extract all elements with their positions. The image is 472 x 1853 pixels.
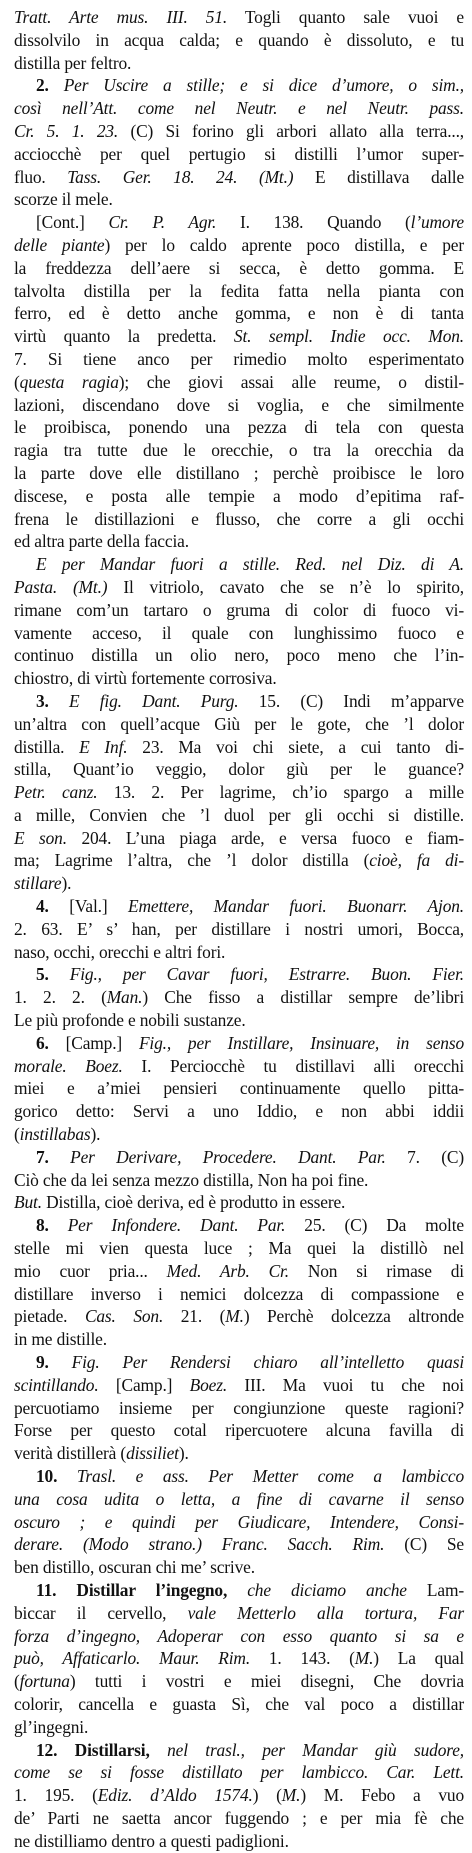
text-run: oscuro ; e quindi per Giudicare, Intendere, Consi- (14, 1511, 464, 1532)
text-line (14, 302, 464, 325)
text-line (14, 1328, 464, 1351)
text-run: stelle mi vien questa luce ; Ma quei la distillò nel (14, 1238, 464, 1259)
text-run: a mille, Convien che ’l duol per gli occhi si distille. (14, 804, 464, 825)
text-run: morale. Boez. (14, 1055, 123, 1076)
text-line (14, 120, 464, 143)
text-line (14, 986, 464, 1009)
text-run: virtù quanto la predetta. (14, 326, 234, 347)
text-line (14, 690, 464, 713)
text-line (14, 644, 464, 667)
text-line (14, 1260, 464, 1283)
text-run: naso, occhi, orecchi e altri fori. (14, 941, 226, 962)
text-run: St. sempl. Indie occ. Mon. (233, 326, 464, 347)
text-line (14, 1807, 464, 1830)
text-run: [Camp.] (98, 1374, 190, 1395)
text-line (14, 1442, 464, 1465)
text-line (14, 827, 464, 850)
text-run: ) per lo caldo aprente poco distilla, e per (104, 234, 465, 255)
text-line (14, 1283, 464, 1306)
text-run: distilla per feltro. (14, 52, 132, 73)
text-run: può, Affaticarlo. Maur. Rim. (14, 1648, 251, 1669)
text-run: Med. Arb. Cr. (166, 1260, 289, 1281)
text-run: fluo. (14, 166, 68, 187)
text-run: un’altra con quell’acque Giù per le gote, che ’l dolor (14, 713, 464, 734)
text-line (14, 166, 464, 189)
text-line (14, 1305, 464, 1328)
text-line (14, 1009, 464, 1032)
text-run: Cas. Son. (84, 1306, 164, 1327)
text-run: ) ( (252, 1785, 282, 1806)
text-line (14, 462, 464, 485)
text-line (14, 1077, 464, 1100)
text-run: Cr. 5. 1. 23. (14, 120, 119, 141)
text-run: ). (178, 1443, 189, 1464)
text-line (14, 1237, 464, 1260)
text-run: cioè, fa di- (369, 850, 464, 871)
text-run: frena le distillazioni e flusso, che corre a gli occhi (14, 508, 464, 529)
text-run: E distillava dalle (293, 166, 465, 187)
text-run: dissiliet (126, 1443, 179, 1464)
text-line (14, 280, 464, 303)
text-line (14, 97, 464, 120)
text-run: stillare (14, 873, 62, 894)
text-run: ed altra parte della faccia. (14, 531, 189, 552)
text-run: Non si rimase di (288, 1260, 464, 1281)
text-line (14, 1055, 464, 1078)
text-line (14, 325, 464, 348)
text-run: scorze il mele. (14, 189, 113, 210)
text-run: Per Infondere. Dant. Par. (67, 1215, 286, 1236)
text-run: Trasl. e ass. Per Metter come a lambicco (76, 1466, 464, 1486)
text-line (14, 849, 464, 872)
text-run: nel trasl., per Mandar giù sudore, (167, 1739, 464, 1760)
text-run: Tass. Ger. 18. 24. (Mt.) (67, 166, 294, 187)
text-line (14, 918, 464, 941)
text-line (14, 1511, 464, 1534)
text-run: Fig., per Instillare, Insinuare, in senso (138, 1032, 464, 1053)
text-run: Emettere, Mandar fuori. Buonarr. Ajon. (128, 896, 464, 917)
text-line (14, 553, 464, 576)
text-line (14, 781, 464, 804)
text-run: 23. Ma voi chi siete, a cui tanto di- (127, 736, 464, 757)
text-run: Man. (106, 987, 143, 1008)
text-line (14, 1830, 464, 1853)
text-line (14, 963, 464, 986)
text-run: pietade. (14, 1306, 85, 1327)
text-run: Per Derivare, Procedere. Dant. Par. (70, 1146, 386, 1167)
text-line (14, 1647, 464, 1670)
text-line (14, 1146, 464, 1169)
text-run: ben distillo, oscuran chi me’ scrive. (14, 1557, 255, 1578)
text-line (14, 348, 464, 371)
text-run: distilla. (14, 736, 80, 757)
text-run: rimane com’un tartaro o gruma di color di fuoco vi- (14, 599, 464, 620)
text-line (14, 599, 464, 622)
text-run: 21. ( (163, 1306, 226, 1327)
text-run: (C) Se (384, 1534, 464, 1555)
text-line (14, 1169, 464, 1192)
text-run: 10. (36, 1466, 77, 1486)
text-run: stilla, Quant’io veggio, dolor giù per le guance? (14, 759, 464, 780)
text-run: ) M. Febo a vuo (300, 1785, 464, 1806)
text-run: E fig. Dant. Purg. (69, 690, 239, 711)
text-run: [Cont.] (36, 212, 109, 233)
text-run: acciocchè per quel pertugio si distilli l’umor super- (14, 143, 464, 164)
text-run: 3. (36, 690, 70, 711)
text-run: Tratt. Arte mus. III. 51. (14, 7, 228, 27)
text-run: Ciò che da lei senza mezzo distilla, Non ha poi fine. (14, 1169, 369, 1190)
text-run: 7. Si tiene anco per rimedio molto esperimentato (14, 348, 464, 369)
text-line (14, 1488, 464, 1511)
text-line (14, 758, 464, 781)
text-run: ). (61, 873, 72, 894)
text-run: la freddezza dell’aere si secca, è detto gomma. E (14, 257, 464, 278)
text-run: fortuna (19, 1671, 70, 1692)
text-run: E Inf. (79, 736, 128, 757)
text-run: Forse per questo cotal ripercuotere alcuna favilla di (14, 1420, 464, 1441)
text-run: dissolvilo in acqua calda; e quando è dissoluto, e tu (14, 29, 464, 50)
text-run: Lam- (406, 1579, 464, 1600)
text-run: 1. 195. ( (14, 1785, 98, 1806)
text-run: ) Perchè dolcezza altronde (243, 1306, 465, 1327)
text-run: la parte dove elle distillano ; perchè proibisce le loro (14, 462, 464, 483)
text-run: Il vitriolo, cavato che se n’è lo spirito, (107, 576, 464, 597)
text-run: I. 138. Quando ( (216, 212, 411, 233)
text-run: 11. Distillar l’ingegno, (36, 1579, 248, 1600)
text-line (14, 6, 464, 29)
text-run: Fig., per Cavar fuori, Estrarre. Buon. Fier. (69, 964, 464, 985)
text-run: come se si fosse distillato per lambicco. Car. Lett. (14, 1762, 464, 1783)
text-run: III. Ma vuoi tu che noi (227, 1374, 464, 1395)
text-line (14, 667, 464, 690)
text-line (14, 485, 464, 508)
text-run: ( (14, 1671, 20, 1692)
text-line (14, 1579, 464, 1602)
text-line (14, 1100, 464, 1123)
text-run: 1. 2. 2. ( (14, 987, 107, 1008)
text-run: che diciamo anche (247, 1579, 407, 1600)
text-run: vamente acceso, il quale con lunghissimo fuoco e (14, 622, 464, 643)
text-run: ) tutti i vostri e miei disegni, Che dovria (69, 1671, 464, 1692)
text-line (14, 1032, 464, 1055)
text-run: ma; Lagrime l’altra, che ’l dolor distilla ( (14, 850, 370, 871)
text-run: [Camp.] (65, 1032, 139, 1053)
text-run: ( (14, 371, 20, 392)
text-run: percuotiamo insieme per congiunzione queste ragioni? (14, 1397, 464, 1418)
text-run: 6. (36, 1032, 66, 1053)
text-line (14, 1693, 464, 1716)
text-line (14, 508, 464, 531)
text-line (14, 530, 464, 553)
text-run: miei e a’miei pensieri continuamente quello pitta- (14, 1078, 464, 1099)
text-run: 5. (36, 964, 70, 985)
text-run: le proibisca, ponendo una pezza di tela con questa (14, 417, 464, 438)
text-run: questa ragia (19, 371, 119, 392)
text-line (14, 1556, 464, 1579)
text-run: 9. (36, 1352, 72, 1373)
text-run: Fig. Per Rendersi chiaro all’intelletto quasi (71, 1352, 464, 1373)
text-run: ferro, ed è detto anche gomma, e non è di tanta (14, 303, 464, 324)
text-run: 7. (36, 1146, 71, 1167)
text-run: Ediz. d’Aldo 1574. (97, 1785, 253, 1806)
text-run: Pasta. (Mt.) (14, 576, 108, 597)
text-line (14, 1625, 464, 1648)
text-run: così nell’Att. come nel Neutr. e nel Neutr. pass. (14, 98, 464, 119)
text-run: 7. (C) (385, 1146, 464, 1167)
text-line (14, 371, 464, 394)
text-run: in me distille. (14, 1329, 107, 1350)
text-line (14, 872, 464, 895)
text-run: Per Uscire a stille; e si dice d’umore, o sim., (63, 75, 464, 96)
text-line (14, 211, 464, 234)
text-line (14, 257, 464, 280)
text-line (14, 895, 464, 918)
text-line (14, 439, 464, 462)
text-line (14, 713, 464, 736)
text-run: una cosa udita o letta, a fine di cavarne il senso (14, 1488, 464, 1509)
text-run: Le più profonde e nobili sustanze. (14, 1010, 246, 1031)
text-run: instillabas (19, 1124, 91, 1145)
text-line (14, 416, 464, 439)
text-line (14, 394, 464, 417)
text-run: I. Perciocchè tu distillavi alli orecchi (122, 1055, 464, 1076)
text-line (14, 1214, 464, 1237)
text-line (14, 622, 464, 645)
text-run: ) Che fisso a distillar sempre de’libri (142, 987, 464, 1008)
text-run: 4. (36, 896, 70, 917)
text-run: M. (354, 1648, 374, 1669)
text-line (14, 74, 464, 97)
text-run: ). (90, 1124, 101, 1145)
text-run: de’ Parti ne saetta ancor fuggendo ; e per mia fè che (14, 1807, 464, 1828)
text-run: biccar il cervello, (14, 1602, 188, 1623)
text-run: ( (14, 1124, 20, 1145)
text-run: 12. Distillarsi, (36, 1739, 168, 1760)
text-line (14, 1739, 464, 1762)
text-run: Cr. P. Agr. (108, 212, 217, 233)
text-run: 1. 143. ( (250, 1648, 355, 1669)
text-run: 8. (36, 1215, 68, 1236)
text-line (14, 1191, 464, 1214)
text-run: 25. (C) Da molte (285, 1215, 464, 1236)
text-line (14, 576, 464, 599)
text-run: ) La qual (373, 1648, 464, 1669)
text-run: distillare inverso i nemici dolcezza di compassione e (14, 1283, 464, 1304)
text-run: delle piante (14, 234, 105, 255)
text-line (14, 1419, 464, 1442)
text-run: 15. (C) Indi m’apparve (238, 690, 464, 711)
text-run: mio cuor pria... (14, 1260, 167, 1281)
text-run: ragia tra tutte due le orecchie, o tra la orecchia da (14, 440, 464, 461)
text-line (14, 143, 464, 166)
text-run: forza d’ingegno, Adoperar con esso quanto si sa e (14, 1625, 464, 1646)
text-line (14, 941, 464, 964)
text-run: E son. (14, 827, 67, 848)
text-line (14, 1784, 464, 1807)
text-line (14, 804, 464, 827)
text-run: ne distilliamo dentro a questi padiglioni. (14, 1830, 289, 1851)
text-line (14, 1374, 464, 1397)
text-run: vale Metterlo alla tortura, Far (187, 1602, 464, 1623)
text-run: Boez. (189, 1374, 228, 1395)
text-line (14, 1465, 464, 1488)
text-line (14, 736, 464, 759)
text-line (14, 1123, 464, 1146)
text-line (14, 29, 464, 52)
text-run: 2. (36, 75, 64, 96)
text-run: 2. 63. E’ s’ han, per distillare i nostri umori, Bocca, (14, 918, 464, 939)
text-line (14, 1397, 464, 1420)
text-line (14, 1716, 464, 1739)
text-run: [Val.] (69, 896, 129, 917)
text-run: scintillando. (14, 1374, 99, 1395)
text-run: lazioni, discendano dove si voglia, e che similmente (14, 394, 464, 415)
text-run: 13. 2. Per lagrime, ch’io spargo a mille (97, 782, 464, 803)
text-run: 204. L’una piaga arde, e versa fuoco e fiam- (66, 827, 465, 848)
text-line (14, 1351, 464, 1374)
text-run: M. (281, 1785, 301, 1806)
text-line (14, 234, 464, 257)
text-run: Petr. canz. (14, 782, 98, 803)
text-run: But. (14, 1192, 42, 1213)
text-line (14, 1761, 464, 1784)
text-run: talvolta distilla per la fedita fatta nella pianta con (14, 280, 464, 301)
text-run: colorir, cancella e guasta Sì, che val poco a distillar (14, 1693, 464, 1714)
text-run: discese, e posta alle tempie a modo d’epitima raf- (14, 485, 464, 506)
text-run: derare. (Modo strano.) Franc. Sacch. Rim. (14, 1534, 385, 1555)
text-line (14, 52, 464, 75)
text-run: verità distillerà ( (14, 1443, 127, 1464)
text-run: (C) Si forino gli arbori allato alla terra..., (118, 120, 464, 141)
text-run: chiostro, di virtù fortemente corrosiva. (14, 668, 277, 689)
text-run: ); che giovi assai alle reume, o distil- (118, 371, 465, 392)
text-run: gorico detto: Servi a uno Iddio, e non abbi iddii (14, 1101, 464, 1122)
text-run: Distilla, cioè deriva, ed è produtto in essere. (41, 1192, 346, 1213)
text-line (14, 1533, 464, 1556)
text-run: Togli quanto sale vuoi e (227, 7, 464, 27)
text-line (14, 1670, 464, 1693)
text-run: continuo distilla un olio nero, poco meno che l’in- (14, 645, 464, 666)
text-run: M. (225, 1306, 244, 1327)
text-run: gl’ingegni. (14, 1716, 89, 1737)
text-line (14, 188, 464, 211)
text-run: E per Mandar fuori a stille. Red. nel Diz. di A. (36, 554, 464, 575)
text-run: l’umore (410, 212, 465, 233)
text-line (14, 1602, 464, 1625)
